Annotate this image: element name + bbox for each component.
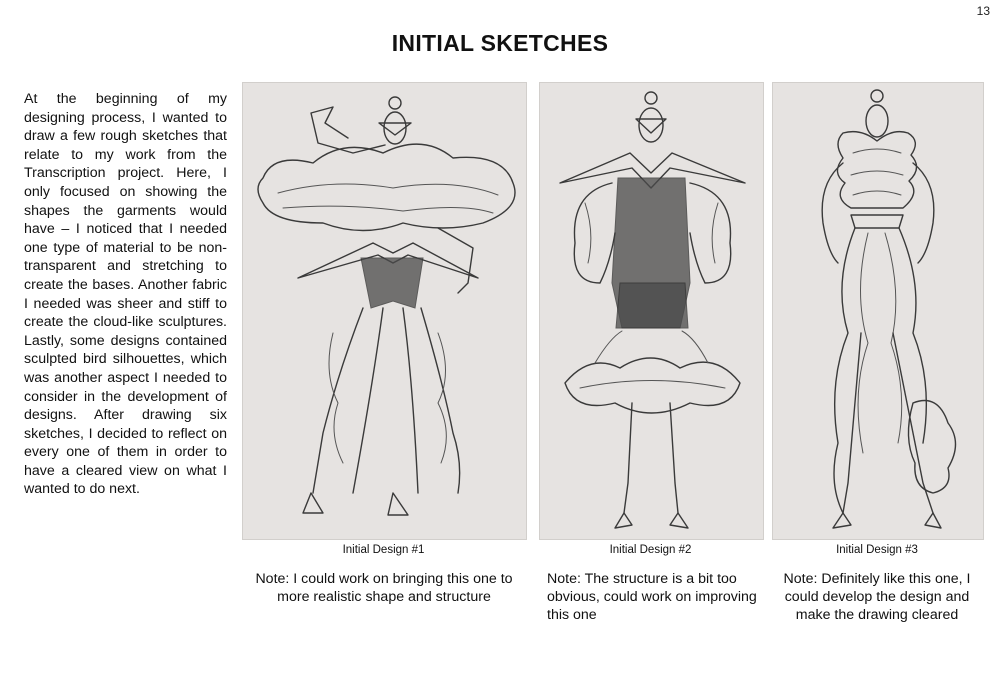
design-note: Note: The structure is a bit too obvious, could work on improving this one <box>547 571 757 623</box>
design-caption: Initial Design #3 <box>836 544 918 556</box>
design-caption: Initial Design #2 <box>609 544 692 556</box>
sketch-image-design-3 <box>772 82 984 540</box>
design-note: Note: Definitely like this one, I could develop the design and make the drawing cleared <box>783 571 971 623</box>
page-number: 13 <box>976 4 990 18</box>
design-note: Note: I could work on bringing this one to more realistic shape and structure <box>255 571 513 605</box>
intro-paragraph: At the beginning of my designing process, I wanted to draw a few rough sketches that relate to my work from the Transcription project. Here, I only focused on showing the shapes the garments would have – I noticed that I needed one type of material to be non-transparent and stretching to create the bases. Another fabric I needed was sheer and stiff to create the cloud-like sculptures. Lastly, some designs contained sculpted bird silhouettes, which was another aspect I needed to consider in the development of designs. After drawing six sketches, I decided to reflect on every one of them in order to have a cleared view on what I wanted to do next. <box>24 91 227 498</box>
page-title: INITIAL SKETCHES <box>391 30 609 56</box>
design-caption: Initial Design #1 <box>342 544 425 556</box>
sketch-image-design-2 <box>539 82 764 540</box>
sketch-image-design-1 <box>242 82 527 540</box>
